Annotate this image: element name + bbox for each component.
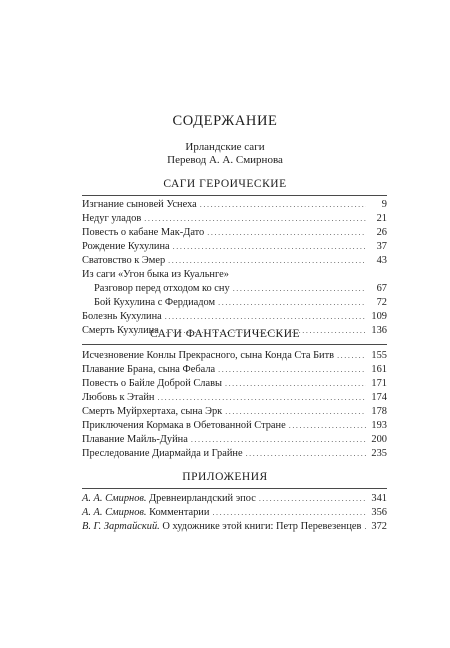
entry-title: Плавание Майль-Дуйна [82,434,188,445]
entry-title: Комментарии [146,507,210,518]
entry-page: 178 [371,406,387,417]
leader-dots [207,228,366,237]
page-title: СОДЕРЖАНИЕ [172,113,278,129]
entry-page: 67 [376,283,387,294]
entry-title: Недуг уладов [82,213,142,224]
toc-entry [82,227,387,241]
section-rule-fantastic [82,344,387,345]
entry-page: 341 [371,493,387,504]
toc-entry [82,255,387,269]
entry-page: 193 [371,420,387,431]
toc-entry [82,448,387,462]
leader-dots [218,298,366,307]
entry-title: Смерть Муйрхертаха, сына Эрк [82,406,223,417]
leader-dots [200,200,366,209]
toc-entry [82,434,387,448]
toc-entry [82,297,387,311]
toc-group-heading [82,269,387,283]
leader-dots [218,365,366,374]
entry-page: 356 [371,507,387,518]
entry-title: Рождение Кухулина [82,241,170,252]
entry-page: 109 [371,311,387,322]
entry-page: 372 [371,521,387,532]
section-heading-fantastic: САГИ ФАНТАСТИЧЕСКИЕ [149,328,301,340]
entry-page: 21 [376,213,387,224]
leader-dots [337,351,366,360]
toc-entry [82,406,387,420]
entry-page: 174 [371,392,387,403]
leader-dots [173,242,366,251]
entry-page: 37 [376,241,387,252]
entry-title-group [82,493,256,504]
entry-page: 200 [371,434,387,445]
leader-dots [225,407,366,416]
leader-dots [225,379,366,388]
entry-title: О художнике этой книги: Петр Перевезенцев [159,521,362,532]
entry-title: Древнеирландский эпос [146,493,256,504]
entry-page: 9 [381,199,387,210]
toc-entry [82,507,387,521]
section-heading-appendix: ПРИЛОЖЕНИЯ [182,471,268,483]
entry-title: Смерть Кухулина [82,325,159,336]
entry-page: 26 [376,227,387,238]
section-rule-heroic [82,195,387,196]
entry-title: Приключения Кормака в Обетованной Стране [82,420,286,431]
toc-entry [82,283,387,297]
leader-dots [233,284,366,293]
toc-entry [82,493,387,507]
entry-page: 155 [371,350,387,361]
leader-dots [364,522,366,531]
toc-entry [82,241,387,255]
entry-title: Из саги «Угон быка из Куальнге» [82,269,229,280]
entry-title: Исчезновение Конлы Прекрасного, сына Конда Ста Битв [82,350,335,361]
section-rule-appendix [82,488,387,489]
leader-dots [259,494,366,503]
entry-author: В. Г. Зартайский. [82,521,160,532]
leader-dots [246,449,366,458]
entry-page: 171 [371,378,387,389]
entry-author: А. А. Смирнов. [82,493,147,504]
section-heading-heroic: САГИ ГЕРОИЧЕСКИЕ [163,178,287,190]
toc-entry [82,350,387,364]
subtitle-translator: Перевод А. А. Смирнова [167,154,283,166]
entry-title: Сватовство к Эмер [82,255,166,266]
entry-title-group [82,521,361,532]
entry-title: Изгнание сыновей Уснеха [82,199,197,210]
subtitle-collection: Ирландские саги [185,141,265,153]
leader-dots [212,508,366,517]
leader-dots [165,312,366,321]
entry-page: 161 [371,364,387,375]
toc-entry [82,392,387,406]
leader-dots [168,256,366,265]
leader-dots [157,393,366,402]
leader-dots [289,421,366,430]
entry-page: 235 [371,448,387,459]
toc-entry [82,521,387,535]
entry-title: Плавание Брана, сына Фебала [82,364,216,375]
toc-entry [82,364,387,378]
entry-title: Бой Кухулина с Фердиадом [94,297,216,308]
toc-entry [82,213,387,227]
toc-entry [82,378,387,392]
toc-entry [82,199,387,213]
leader-dots [144,214,366,223]
toc-entry [82,311,387,325]
entry-page: 136 [371,325,387,336]
entry-title: Преследование Диармайда и Грайне [82,448,243,459]
leader-dots [191,435,366,444]
entry-title-group [82,507,209,518]
entry-title: Болезнь Кухулина [82,311,162,322]
entry-page: 43 [376,255,387,266]
entry-title: Разговор перед отходом ко сну [94,283,230,294]
entry-title: Повесть о кабане Мак-Дато [82,227,205,238]
entry-author: А. А. Смирнов. [82,507,147,518]
entry-page: 72 [376,297,387,308]
entry-title: Повесть о Байле Доброй Славы [82,378,222,389]
toc-entry [82,420,387,434]
entry-title: Любовь к Этайн [82,392,155,403]
